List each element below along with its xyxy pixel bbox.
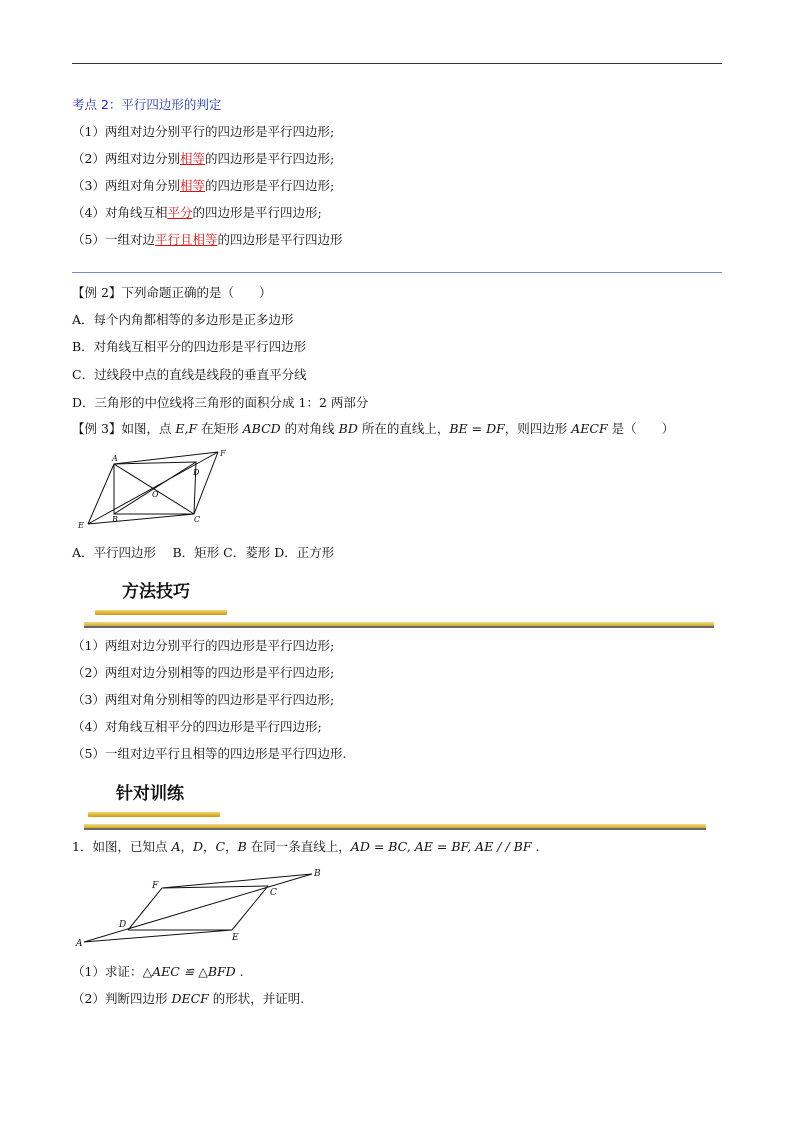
method-5: （5）一组对边平行且相等的四边形是平行四边形. xyxy=(72,746,347,761)
method-2: （2）两组对边分别相等的四边形是平行四边形; xyxy=(72,665,335,680)
highlight-text: 相等 xyxy=(179,151,205,166)
heading-rule-shadow xyxy=(84,626,714,628)
label-e: E xyxy=(78,521,84,530)
question-1-stem: 1．如图，已知点 A，D，C，B 在同一条直线上，AD = BC, AE = BF, AE / / BF . xyxy=(72,839,540,854)
top-rule xyxy=(72,63,722,64)
highlight-text: 相等 xyxy=(179,178,205,193)
example3-options: A．平行四边形 B．矩形 C．菱形 D．正方形 xyxy=(72,545,335,560)
label-c: C xyxy=(194,515,201,524)
example2-stem: 【例 2】下列命题正确的是（ ） xyxy=(72,285,272,300)
criterion-2: （2）两组对边分别相等的四边形是平行四边形; xyxy=(72,151,335,166)
example3-stem: 【例 3】如图，点 E,F 在矩形 ABCD 的对角线 BD 所在的直线上，BE = DF，则四边形 AECF 是（ ） xyxy=(72,421,675,436)
training-heading: 针对训练 xyxy=(116,784,184,804)
criterion-3: （3）两组对角分别相等的四边形是平行四边形; xyxy=(72,178,335,193)
method-1: （1）两组对边分别平行的四边形是平行四边形; xyxy=(72,638,335,653)
example2-option-a: A．每个内角都相等的多边形是正多边形 xyxy=(72,312,294,327)
heading-underline xyxy=(95,610,227,615)
example2-option-c: C．过线段中点的直线是线段的垂直平分线 xyxy=(72,367,307,382)
criterion-5: （5）一组对边平行且相等的四边形是平行四边形 xyxy=(72,232,343,247)
label-a: A xyxy=(112,454,118,463)
label-b: B xyxy=(112,515,118,524)
highlight-text: 平分 xyxy=(167,205,193,220)
heading-rule-shadow xyxy=(84,828,706,830)
section-title: 考点 2：平行四边形的判定 xyxy=(72,97,222,112)
heading-underline xyxy=(88,812,220,817)
question-1-part-2: （2）判断四边形 DECF 的形状，并证明. xyxy=(72,991,305,1006)
label-c: C xyxy=(270,888,277,898)
method-4: （4）对角线互相平分的四边形是平行四边形; xyxy=(72,719,322,734)
method-3: （3）两组对角分别相等的四边形是平行四边形; xyxy=(72,692,335,707)
label-e: E xyxy=(232,933,239,943)
question-1-part-1: （1）求证：△AEC ≌ △BFD . xyxy=(72,964,244,979)
section-divider xyxy=(72,272,722,273)
example2-option-d: D．三角形的中位线将三角形的面积分成 1：2 两部分 xyxy=(72,395,369,410)
label-d: D xyxy=(119,920,127,930)
methods-heading: 方法技巧 xyxy=(122,582,190,602)
example3-figure xyxy=(72,444,242,534)
label-o: O xyxy=(152,490,159,499)
example2-option-b: B．对角线互相平分的四边形是平行四边形 xyxy=(72,339,307,354)
criterion-4: （4）对角线互相平分的四边形是平行四边形; xyxy=(72,205,322,220)
question-1-figure xyxy=(72,864,332,954)
label-d: D xyxy=(193,468,200,477)
label-b: B xyxy=(314,869,321,879)
criterion-1: （1）两组对边分别平行的四边形是平行四边形; xyxy=(72,124,335,139)
label-f: F xyxy=(220,449,226,458)
label-a: A xyxy=(76,939,83,949)
label-f: F xyxy=(152,881,159,891)
highlight-text: 平行且相等 xyxy=(154,232,218,247)
